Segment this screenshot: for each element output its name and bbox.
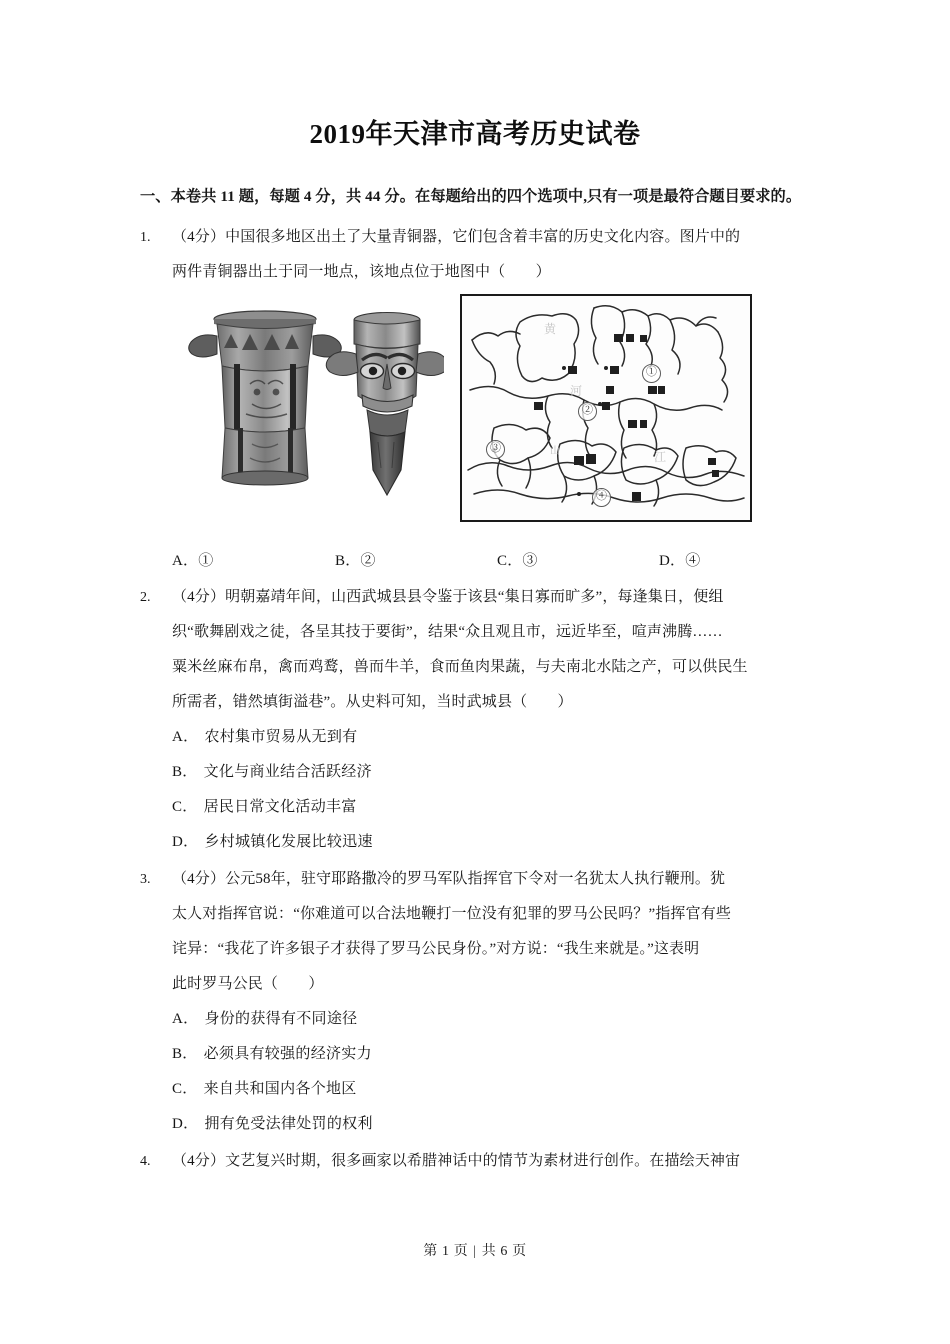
question-1-option-a[interactable] [172, 544, 213, 578]
question-3-option-c-text: 来自共和国内各个地区 [203, 1081, 357, 1097]
question-2-number: 2. [140, 590, 151, 605]
question-3-option-c-label: C． [172, 1081, 198, 1097]
question-1-option-c-text: ③ [522, 553, 538, 569]
question-2-line-2 [140, 615, 812, 650]
question-1-option-c[interactable] [497, 544, 538, 578]
question-1-options [172, 544, 812, 578]
question-3-line-2 [140, 897, 812, 932]
question-1-option-b-text: ② [360, 553, 376, 569]
map-outlines [464, 298, 748, 518]
question-3-text-line-1: （4分）公元58年，驻守耶路撒冷的罗马军队指挥官下令对一名犹太人执行鞭刑。犹 [172, 871, 726, 887]
bronze-mask-shape [326, 313, 444, 496]
footer-total-pages: 共 6 页 [481, 1244, 527, 1259]
question-2-option-a-label: A． [172, 729, 199, 745]
question-2-text-line-4: 所需者，错然填街溢巷”。从史料可知，当时武城县（ ） [172, 694, 573, 710]
question-3-text-line-4: 此时罗马公民（ ） [172, 976, 324, 992]
question-3-option-d[interactable] [172, 1107, 812, 1142]
footer-current-page: 第 1 页 [423, 1244, 469, 1259]
question-3-options [172, 1002, 812, 1142]
question-2-text-line-3: 粟米丝麻布帛，禽而鸡鹜，兽而牛羊，食而鱼肉果蔬，与夫南北水陆之产，可以供民生 [172, 659, 748, 675]
question-2-option-d-text: 乡村城镇化发展比较迅速 [204, 834, 373, 850]
section-heading: 一、本卷共 11 题，每题 4 分，共 44 分。在每题给出的四个选项中,只有一项是最符合题目要求的。 [140, 188, 802, 205]
question-1-option-a-text: ① [198, 553, 214, 569]
question-3-option-b-text: 必须具有较强的经济实力 [203, 1046, 372, 1062]
question-2-option-c-text: 居民日常文化活动丰富 [203, 799, 357, 815]
question-1-line-2 [140, 255, 812, 290]
question-2-option-b[interactable] [172, 755, 812, 790]
question-3-line-4 [140, 967, 812, 1002]
question-2-option-a[interactable] [172, 720, 812, 755]
question-3 [140, 862, 812, 1142]
question-1-option-c-label: C． [497, 553, 523, 569]
question-2-option-c-label: C． [172, 799, 198, 815]
question-4-number: 4. [140, 1154, 151, 1169]
question-1-text-line-2: 两件青铜器出土于同一地点，该地点位于地图中（ ） [172, 264, 551, 280]
question-1-option-d[interactable] [659, 544, 700, 578]
map-river-label-extra: 山 [550, 446, 560, 457]
question-3-number: 3. [140, 872, 151, 887]
question-2-line-1 [140, 580, 812, 615]
question-3-option-a-label: A． [172, 1011, 199, 1027]
question-1-text-line-1: （4分）中国很多地区出土了大量青铜器，它们包含着丰富的历史文化内容。图片中的 [172, 229, 741, 245]
question-3-option-b[interactable] [172, 1037, 812, 1072]
bronze-artifacts-image [172, 292, 444, 533]
question-2-option-b-text: 文化与商业结合活跃经济 [203, 764, 372, 780]
question-3-option-a[interactable] [172, 1002, 812, 1037]
map-river-label-he: 河 [570, 384, 583, 398]
map-marker-4: ④ [592, 488, 611, 507]
map-river-label-jiang: 江 [654, 450, 667, 464]
question-3-option-b-label: B． [172, 1046, 198, 1062]
map-marker-1: ① [642, 364, 661, 383]
question-1-line-1 [140, 220, 812, 255]
page-footer [0, 1240, 950, 1260]
question-1-option-a-label: A． [172, 553, 199, 569]
question-4-line-1 [140, 1144, 812, 1179]
map-river-label-huang: 黄 [544, 322, 557, 336]
question-1-number: 1. [140, 230, 151, 245]
footer-separator: | [473, 1244, 477, 1259]
question-3-option-d-text: 拥有免受法律处罚的权利 [204, 1116, 373, 1132]
question-3-line-1 [140, 862, 812, 897]
china-map-figure [460, 294, 752, 522]
question-2-option-a-text: 农村集市贸易从无到有 [204, 729, 358, 745]
question-2-option-c[interactable] [172, 790, 812, 825]
document-body [140, 180, 812, 1181]
question-1 [140, 220, 812, 578]
question-3-option-d-label: D． [172, 1116, 199, 1132]
question-2-option-d[interactable] [172, 825, 812, 860]
map-marker-2: ② [578, 402, 597, 421]
question-3-text-line-3: 诧异：“我花了许多银子才获得了罗马公民身份。”对方说：“我生来就是。”这表明 [172, 941, 700, 957]
question-2-text-line-2: 织“歌舞剧戏之徒，各呈其技于要街”，结果“众且观且市，远近毕至，喧声沸腾…… [172, 624, 723, 640]
question-2-options [172, 720, 812, 860]
page-title: 2019年天津市高考历史试卷 [309, 119, 641, 149]
question-4 [140, 1144, 812, 1179]
question-4-text-line-1: （4分）文艺复兴时期，很多画家以希腊神话中的情节为素材进行创作。在描绘天神宙 [172, 1153, 741, 1169]
question-2 [140, 580, 812, 860]
question-2-option-b-label: B． [172, 764, 198, 780]
question-1-option-d-text: ④ [685, 553, 701, 569]
question-2-text-line-1: （4分）明朝嘉靖年间，山西武城县县令鉴于该县“集日寡而旷多”，每逢集日，便组 [172, 589, 724, 605]
question-3-option-a-text: 身份的获得有不同途径 [204, 1011, 358, 1027]
question-1-option-b[interactable] [335, 544, 376, 578]
bronze-vessel-shape [189, 311, 342, 485]
question-1-option-b-label: B． [335, 553, 361, 569]
question-3-text-line-2: 太人对指挥官说：“你难道可以合法地鞭打一位没有犯罪的罗马公民吗？”指挥官有些 [172, 906, 732, 922]
question-3-line-3 [140, 932, 812, 967]
question-2-option-d-label: D． [172, 834, 199, 850]
map-marker-3: ③ [486, 440, 505, 459]
question-2-line-4 [140, 685, 812, 720]
question-3-option-c[interactable] [172, 1072, 812, 1107]
question-2-line-3 [140, 650, 812, 685]
question-1-option-d-label: D． [659, 553, 686, 569]
china-map-inner [464, 298, 748, 518]
question-1-figure [140, 292, 812, 540]
